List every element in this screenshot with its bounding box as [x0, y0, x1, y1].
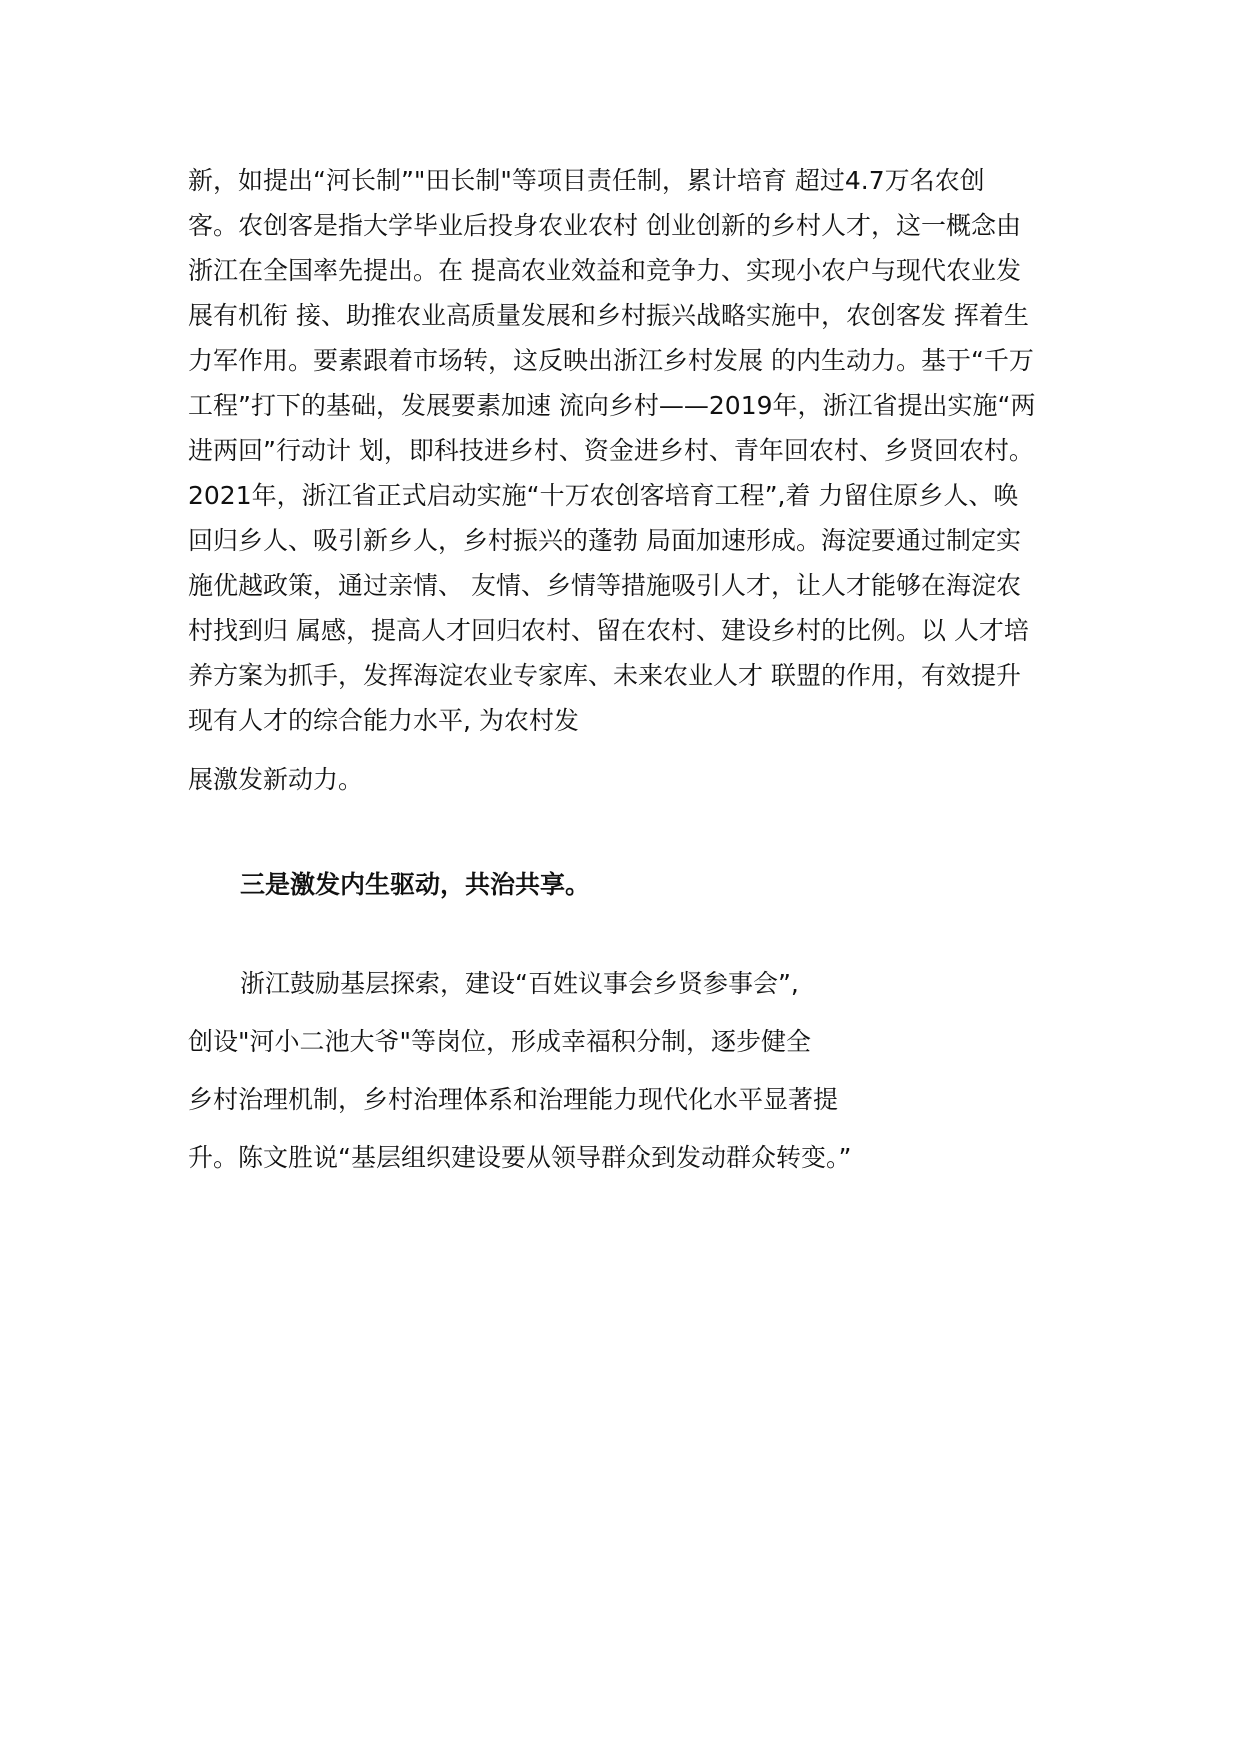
- text-line: 村找到归 属感，提高人才回归农村、留在农村、建设乡村的比例。以 人才培: [188, 616, 1029, 645]
- text-line: 新，如提出“河长制”"田长制"等项目责任制，累计培育 超过4.7万名农创: [188, 166, 985, 195]
- text-line: 工程”打下的基础，发展要素加速 流向乡村——2019年，浙江省提出实施“两: [188, 391, 1036, 420]
- text-line: 力军作用。要素跟着市场转，这反映出浙江乡村发展 的内生动力。基于“千万: [188, 346, 1034, 375]
- text-line: 乡村治理机制，乡村治理体系和治理能力现代化水平显著提: [188, 1085, 839, 1114]
- text-line: 创设"河小二池大爷"等岗位，形成幸福积分制，逐步健全: [188, 1027, 812, 1056]
- text-line: 浙江鼓励基层探索，建设“百姓议事会乡贤参事会”,: [240, 969, 799, 998]
- text-line: 养方案为抓手，发挥海淀农业专家库、未来农业人才 联盟的作用，有效提升: [188, 661, 1021, 690]
- body-paragraph-2: [188, 955, 851, 1187]
- text-line: 现有人才的综合能力水平, 为农村发: [188, 706, 579, 735]
- text-line: 施优越政策，通过亲情、 友情、乡情等措施吸引人才，让人才能够在海淀农: [188, 571, 1021, 600]
- text-line: 回归乡人、吸引新乡人，乡村振兴的蓬勃 局面加速形成。海淀要通过制定实: [188, 526, 1021, 555]
- text-line: 浙江在全国率先提出。在 提高农业效益和竞争力、实现小农户与现代农业发: [188, 256, 1021, 285]
- section-heading: 三是激发内生驱动，共治共享。: [240, 870, 591, 899]
- text-line: 展有机衔 接、助推农业高质量发展和乡村振兴战略实施中，农创客发 挥着生: [188, 301, 1029, 330]
- body-paragraph-1-tail: 展激发新动力。: [188, 765, 364, 794]
- text-line: 客。农创客是指大学毕业后投身农业农村 创业创新的乡村人才，这一概念由: [188, 211, 1021, 240]
- text-line: 升。陈文胜说“基层组织建设要从领导群众到发动群众转变。”: [188, 1143, 852, 1172]
- text-line: 进两回”行动计 划，即科技进乡村、资金进乡村、青年回农村、乡贤回农村。: [188, 436, 1034, 465]
- text-line: 2021年，浙江省正式启动实施“十万农创客培育工程”,着 力留住原乡人、唤: [188, 481, 1019, 510]
- body-paragraph-1: [188, 158, 1035, 743]
